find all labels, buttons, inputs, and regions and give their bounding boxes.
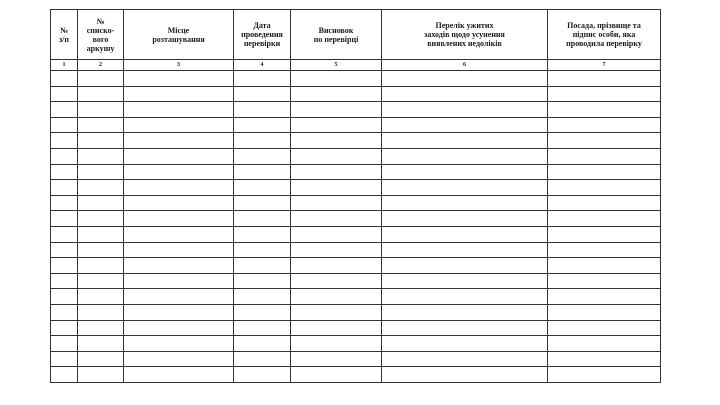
table-cell	[51, 273, 78, 289]
table-cell	[51, 164, 78, 180]
table-cell	[291, 117, 382, 133]
table-row	[51, 304, 661, 320]
table-cell	[51, 336, 78, 352]
table-cell	[291, 133, 382, 149]
table-cell	[51, 351, 78, 367]
column-number-cell: 2	[78, 60, 124, 71]
table-cell	[124, 304, 234, 320]
table-cell	[291, 102, 382, 118]
table-body	[51, 71, 661, 383]
table-cell	[382, 133, 548, 149]
table-cell	[548, 71, 661, 87]
table-cell	[382, 86, 548, 102]
table-cell	[51, 195, 78, 211]
column-number-cell: 6	[382, 60, 548, 71]
table-cell	[78, 289, 124, 305]
table-cell	[124, 320, 234, 336]
table-cell	[78, 320, 124, 336]
table-cell	[234, 102, 291, 118]
header-cell-location: Місце розташування	[124, 10, 234, 60]
table-cell	[548, 242, 661, 258]
table-cell	[548, 86, 661, 102]
table-row	[51, 86, 661, 102]
table-cell	[124, 226, 234, 242]
table-cell	[291, 211, 382, 227]
table-cell	[382, 367, 548, 383]
table-cell	[234, 242, 291, 258]
table-cell	[382, 336, 548, 352]
table-cell	[234, 289, 291, 305]
table-cell	[51, 289, 78, 305]
table-cell	[124, 351, 234, 367]
table-cell	[291, 351, 382, 367]
column-number-cell: 5	[291, 60, 382, 71]
table-cell	[234, 226, 291, 242]
table-cell	[382, 102, 548, 118]
column-number-cell: 1	[51, 60, 78, 71]
table-cell	[548, 367, 661, 383]
table-cell	[548, 336, 661, 352]
table-cell	[78, 367, 124, 383]
table-cell	[291, 367, 382, 383]
table-cell	[382, 320, 548, 336]
table-cell	[124, 86, 234, 102]
table-cell	[78, 180, 124, 196]
table-cell	[382, 304, 548, 320]
table-row	[51, 102, 661, 118]
header-cell-inspection-date: Дата проведення перевірки	[234, 10, 291, 60]
table-cell	[234, 180, 291, 196]
table-cell	[234, 320, 291, 336]
table-cell	[291, 148, 382, 164]
table-row	[51, 148, 661, 164]
table-cell	[548, 211, 661, 227]
table-cell	[382, 71, 548, 87]
table-cell	[51, 117, 78, 133]
table-cell	[382, 180, 548, 196]
table-cell	[124, 289, 234, 305]
table-cell	[234, 336, 291, 352]
table-cell	[78, 304, 124, 320]
table-cell	[51, 86, 78, 102]
table-cell	[124, 195, 234, 211]
table-cell	[382, 289, 548, 305]
table-cell	[234, 71, 291, 87]
table-cell	[548, 226, 661, 242]
table-row	[51, 336, 661, 352]
table-cell	[124, 367, 234, 383]
table-cell	[234, 258, 291, 274]
table-cell	[291, 242, 382, 258]
table-row	[51, 242, 661, 258]
table-cell	[548, 273, 661, 289]
table-cell	[382, 211, 548, 227]
table-cell	[382, 258, 548, 274]
table-cell	[291, 273, 382, 289]
table-cell	[78, 336, 124, 352]
table-cell	[548, 289, 661, 305]
table-cell	[234, 273, 291, 289]
table-row	[51, 367, 661, 383]
table-cell	[291, 336, 382, 352]
column-number-cell: 7	[548, 60, 661, 71]
table-cell	[124, 242, 234, 258]
table-cell	[234, 148, 291, 164]
table-row	[51, 195, 661, 211]
column-number-cell: 3	[124, 60, 234, 71]
table-cell	[548, 304, 661, 320]
table-cell	[51, 211, 78, 227]
table-cell	[78, 258, 124, 274]
table-cell	[548, 195, 661, 211]
table-cell	[51, 71, 78, 87]
table-cell	[291, 258, 382, 274]
table-cell	[291, 320, 382, 336]
table-cell	[51, 226, 78, 242]
table-cell	[124, 71, 234, 87]
table-cell	[291, 180, 382, 196]
table-cell	[51, 148, 78, 164]
table-cell	[291, 71, 382, 87]
table-cell	[78, 71, 124, 87]
header-cell-inspector: Посада, прізвище та підпис особи, яка проводила перевірку	[548, 10, 661, 60]
table-cell	[78, 133, 124, 149]
table-cell	[548, 164, 661, 180]
table-cell	[78, 351, 124, 367]
table-cell	[51, 133, 78, 149]
table-cell	[234, 164, 291, 180]
table-cell	[124, 336, 234, 352]
table-cell	[548, 102, 661, 118]
table-cell	[51, 258, 78, 274]
header-row	[51, 10, 661, 60]
table-cell	[78, 102, 124, 118]
table-cell	[124, 211, 234, 227]
table-row	[51, 320, 661, 336]
table-cell	[124, 258, 234, 274]
table-row	[51, 133, 661, 149]
table-row	[51, 211, 661, 227]
table-cell	[382, 351, 548, 367]
table-cell	[291, 86, 382, 102]
table-cell	[78, 195, 124, 211]
table-cell	[548, 133, 661, 149]
table-cell	[51, 102, 78, 118]
header-cell-number: № з/п	[51, 10, 78, 60]
table-cell	[548, 180, 661, 196]
table-cell	[291, 226, 382, 242]
table-cell	[78, 211, 124, 227]
table-cell	[234, 304, 291, 320]
table-cell	[382, 273, 548, 289]
table-row	[51, 226, 661, 242]
table-cell	[51, 320, 78, 336]
table-cell	[382, 148, 548, 164]
table-row	[51, 71, 661, 87]
table-cell	[51, 367, 78, 383]
table-cell	[124, 180, 234, 196]
table-cell	[382, 242, 548, 258]
table-row	[51, 180, 661, 196]
table-row	[51, 258, 661, 274]
table-cell	[234, 86, 291, 102]
table-cell	[124, 164, 234, 180]
table-cell	[548, 117, 661, 133]
table-cell	[548, 148, 661, 164]
table-cell	[124, 102, 234, 118]
table-cell	[124, 148, 234, 164]
table-cell	[78, 117, 124, 133]
column-number-row	[51, 60, 661, 71]
table-cell	[548, 320, 661, 336]
table-cell	[382, 195, 548, 211]
table-row	[51, 117, 661, 133]
table-cell	[291, 195, 382, 211]
table-cell	[382, 164, 548, 180]
header-cell-measures-taken: Перелік ужитих заходів щодо усунення виявлених недоліків	[382, 10, 548, 60]
table-cell	[78, 148, 124, 164]
table-cell	[291, 289, 382, 305]
table-cell	[51, 242, 78, 258]
table-cell	[51, 180, 78, 196]
table-cell	[124, 117, 234, 133]
table-cell	[124, 133, 234, 149]
table-cell	[548, 351, 661, 367]
table-cell	[78, 164, 124, 180]
table-cell	[78, 242, 124, 258]
table-cell	[234, 117, 291, 133]
table-row	[51, 273, 661, 289]
table-cell	[234, 351, 291, 367]
table-row	[51, 164, 661, 180]
table-cell	[291, 304, 382, 320]
table-cell	[548, 258, 661, 274]
header-cell-inspection-conclusion: Висновок по перевірці	[291, 10, 382, 60]
table-cell	[78, 273, 124, 289]
table-cell	[382, 226, 548, 242]
table-cell	[124, 273, 234, 289]
table-row	[51, 289, 661, 305]
table-cell	[382, 117, 548, 133]
table-cell	[234, 195, 291, 211]
table-cell	[234, 211, 291, 227]
header-cell-list-sheet-number: № списко- вого аркушу	[78, 10, 124, 60]
inspection-register-table	[50, 9, 661, 383]
table-cell	[78, 86, 124, 102]
table-cell	[51, 304, 78, 320]
table-row	[51, 351, 661, 367]
table-cell	[291, 164, 382, 180]
table-cell	[78, 226, 124, 242]
table-cell	[234, 367, 291, 383]
column-number-cell: 4	[234, 60, 291, 71]
table-cell	[234, 133, 291, 149]
